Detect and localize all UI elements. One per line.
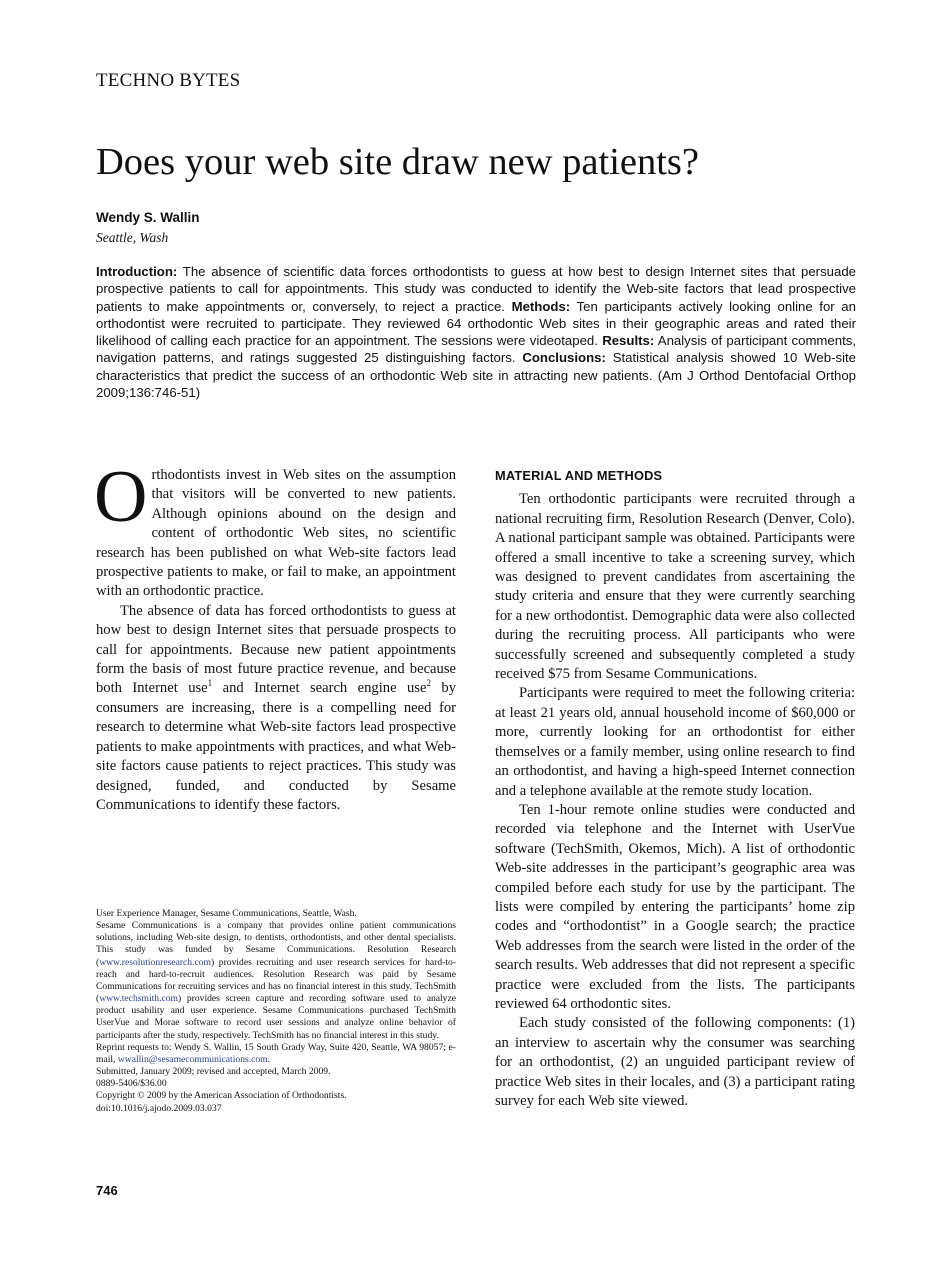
intro-paragraph-2 <box>96 602 456 815</box>
reference-2[interactable]: 2 <box>426 678 431 689</box>
intro-paragraph-2-text-b: and Internet search engine use <box>212 680 427 697</box>
methods-paragraph-3: Ten 1-hour remote online studies were conducted and recorded via telephone and the Internet with UserVue software (TechSmith, Okemos, Mich). A list of orthodontic Web-site addresses in the participant’s geographic area was compiled before each study for use by the participant. The lists were compiled by entering the participants’ home zip codes and “orthodontist” in a Google search; the practice Web addresses from the search were listed in the order of the search results. Web addresses that did not represent a specific practice were excluded from the lists. The participants reviewed 64 orthodontic sites. <box>495 801 855 1012</box>
intro-paragraph-1 <box>94 456 456 602</box>
methods-paragraph-4: Each study consisted of the following components: (1) an interview to ascertain why the consumer was searching for an orthodontist, (2) an unguided participant review of practice Web sites in their locales, and (3) a participant rating survey for each Web site viewed. <box>495 1015 855 1109</box>
footnote-issn: 0889-5406/$36.00 <box>96 1078 167 1090</box>
footnote-affiliation: User Experience Manager, Sesame Communications, Seattle, Wash. <box>96 908 357 919</box>
abstract-methods-label: Methods: <box>511 298 571 314</box>
author-name: Wendy S. Wallin <box>96 210 200 225</box>
footnote-disclosure <box>96 920 456 1042</box>
footnote-block <box>96 908 456 1115</box>
intro-paragraph-2-text-a: The absence of data has forced orthodontists to guess at how best to design Internet sites that persuade prospects to call for appointments. Because new patient appointments form the basis of most future practice revenue, and because both Internet use <box>96 602 456 697</box>
page-number: 746 <box>96 1183 118 1198</box>
resolution-research-link[interactable]: www.resolutionresearch.com <box>99 956 212 968</box>
abstract-conclusions-label: Conclusions: <box>522 350 606 366</box>
author-email-link[interactable]: wwallin@sesamecommunications.com <box>117 1053 268 1065</box>
abstract-results-text: Analysis of participant comments, navigation patterns, and ratings suggested 25 distinguishing factors. <box>96 333 857 366</box>
abstract-conclusions-text: Statistical analysis showed 10 Web-site characteristics that predict the success of an orthodontic Web site in attracting new patients. (Am J Orthod Dentofacial Orthop 2009;136:746-51) <box>96 350 856 401</box>
abstract-intro-text: The absence of scientific data forces orthodontists to guess at how best to design Internet sites that persuade prospective patients to call for appointments. This study was conducted to identify the Web-site factors that lead prospective patients to make appointments or, conversely, to reject a practice. <box>96 264 856 314</box>
intro-paragraph-1-text: rthodontists invest in Web sites on the assumption that visitors will be converted to new patients. Although opinions abound on the design and content of orthodontic Web sites, no scientific research has been published on what Web-site factors lead prospective patients to make, or fail to make, an appointment with an orthodontic practice. <box>96 467 456 600</box>
abstract-results-label: Results: <box>602 333 655 349</box>
abstract-methods-text: Ten participants actively looking online for an orthodontist were recruited to participate. They reviewed 64 orthodontic Web sites in their geographic areas and rated their likelihood of calling each practice for an appointment. The sessions were videotaped. <box>96 298 856 349</box>
reference-1[interactable]: 1 <box>207 678 213 689</box>
footnote-copyright: Copyright © 2009 by the American Association of Orthodontists. <box>96 1090 347 1102</box>
body-right-column <box>495 466 855 1111</box>
footnote-submitted: Submitted, January 2009; revised and accepted, March 2009. <box>96 1066 331 1078</box>
disclosure-text-a: Sesame Communications is a company that provides online patient communications solutions, including Web-site design, to dentists, orthodontists, and other dental specialists. This study was funded by Sesame Communications. Resolution Research ( <box>96 920 456 968</box>
body-left-column <box>94 456 456 815</box>
section-label: TECHNO BYTES <box>96 70 241 91</box>
reprint-text: Reprint requests to: Wendy S. Wallin, 15 South Grady Way, Suite 420, Seattle, WA 98057; e-mail, <box>96 1041 456 1065</box>
methods-paragraph-1: Ten orthodontic participants were recruited through a national recruiting firm, Resolution Research (Denver, Colo). A national participant sample was obtained. Participants were offered a small incentive to take a screening survey, which was designed to prevent candidates from ascertaining the study criteria and ensure that they were currently searching for a new orthodontist. Demographic data were also collected during the recruiting process. All participants who were successfully screened and subsequently completed a study received $75 from Sesame Communications. <box>495 491 855 683</box>
abstract-intro-label: Introduction: <box>96 264 178 279</box>
disclosure-text-c: ) provides screen capture and recording software used to analyze product usability and user experience. Sesame Communications purchased TechSmith UserVue and Morae software to record user sessions and analyze online behavior of participants after the study, respectively. TechSmith has no financial interest in this study. <box>96 993 456 1041</box>
drop-cap: O <box>94 456 148 538</box>
article-title: Does your web site draw new patients? <box>96 141 699 183</box>
reprint-end: . <box>267 1053 271 1065</box>
footnote-doi[interactable]: doi:10.1016/j.ajodo.2009.03.037 <box>96 1102 222 1114</box>
author-affiliation: Seattle, Wash <box>96 230 169 245</box>
footnote-reprint <box>96 1042 456 1066</box>
techsmith-link[interactable]: www.techsmith.com <box>99 993 178 1005</box>
methods-paragraph-2: Participants were required to meet the following criteria: at least 21 years old, annual household income of $60,000 or more, currently looking for an orthodontist for either themselves or a family member, using online research to find an orthodontist, and having a high-speed Internet connection and a telephone available at the remote study location. <box>495 685 855 799</box>
abstract <box>96 263 856 401</box>
section-heading-methods: MATERIAL AND METHODS <box>495 468 663 483</box>
disclosure-text-b: ) provides recruiting and user research services for hard-to-reach and hard-to-recruit audiences. Resolution Research was paid by Sesame Communications for recruiting services and has no financial interest in this study. TechSmith ( <box>96 956 456 1005</box>
intro-paragraph-2-text-c: by consumers are increasing, there is a compelling need for research to determine what Web-site factors lead prospective patients to make appointments with practices, and what Web-site factors cause patients to reject practices. This study was designed, funded, and conducted by Sesame Communications to identify these factors. <box>96 680 456 813</box>
